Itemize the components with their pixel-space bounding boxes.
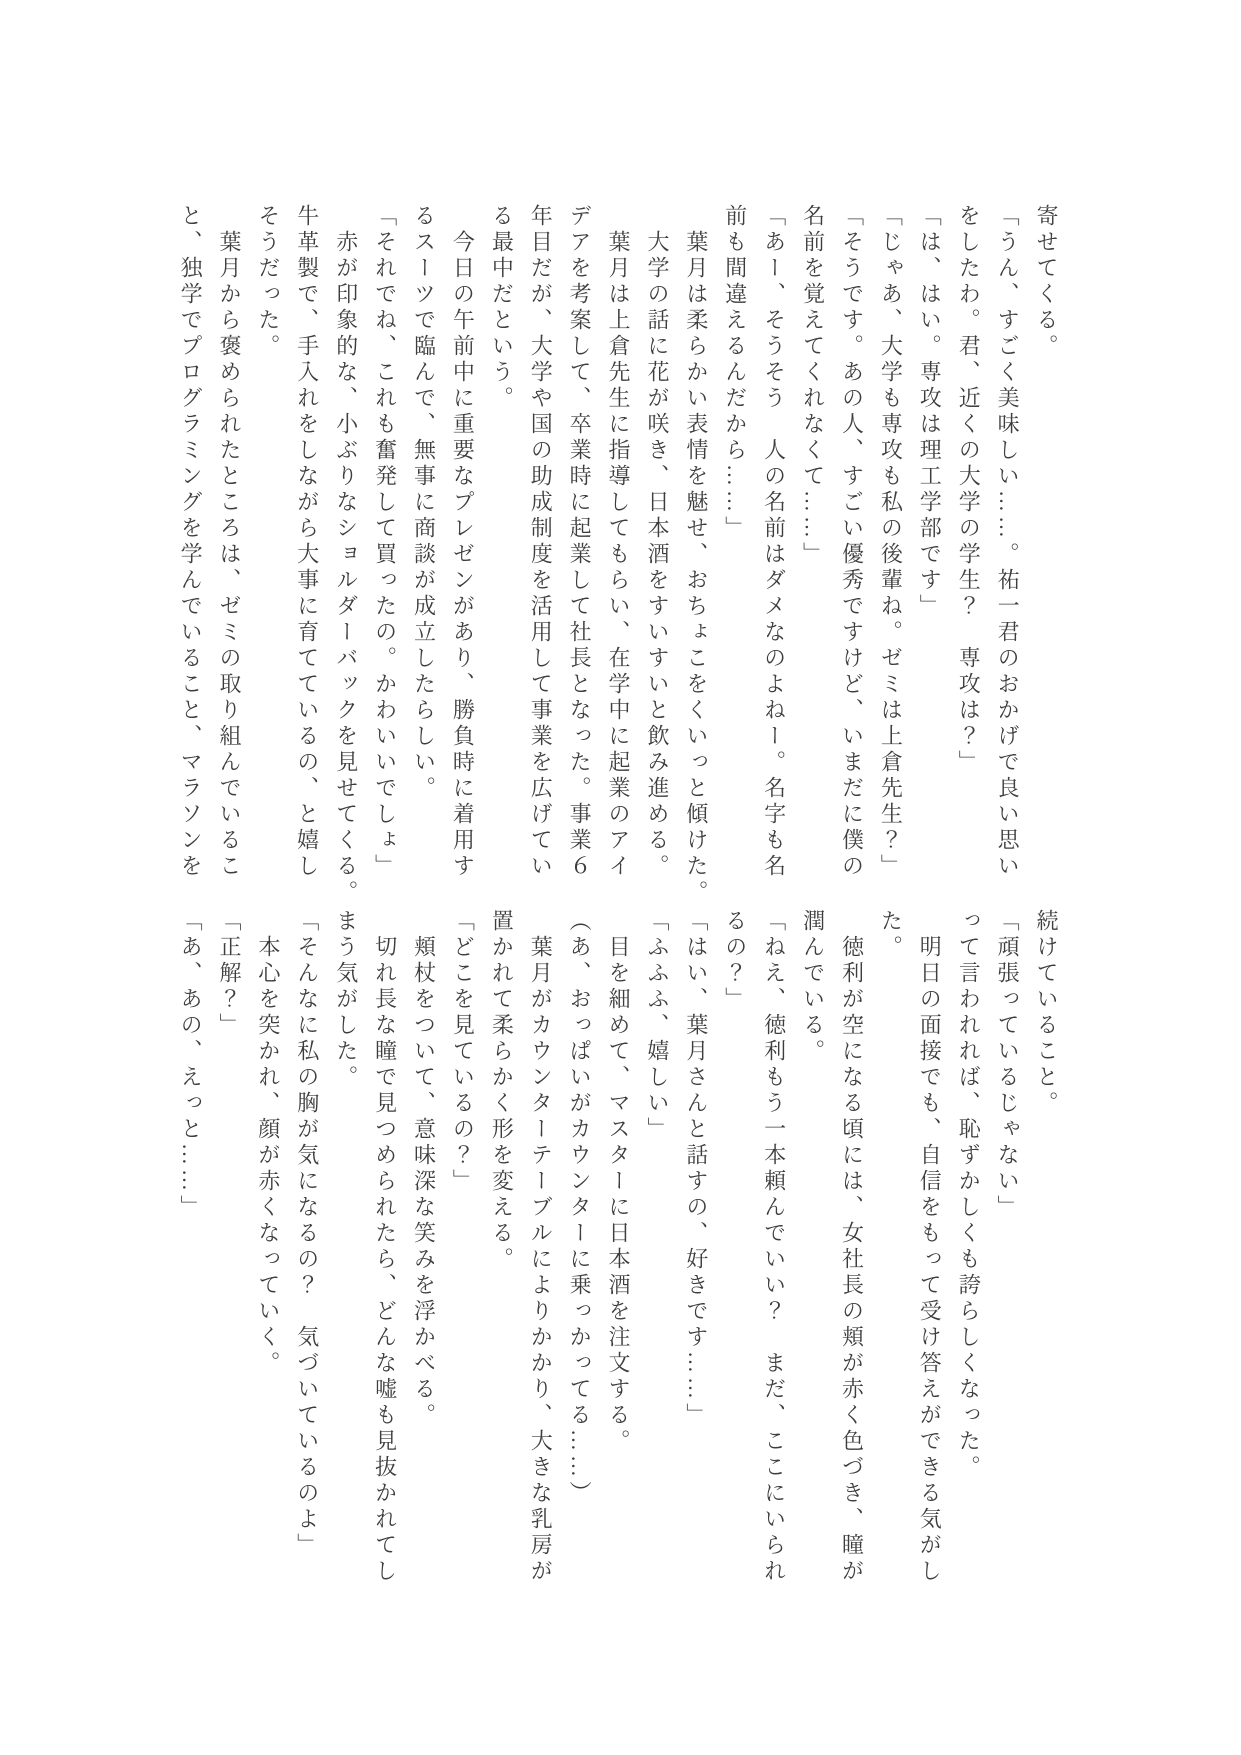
- text-line: 「うん、すごく美味しい……。祐一君のおかげで良い思い: [995, 204, 1021, 880]
- text-line: 名前を覚えてくれなくて……」: [800, 204, 826, 568]
- text-line: デアを考案して、卒業時に起業して社長となった。事業６: [567, 204, 593, 880]
- text-line: 続けていること。: [1034, 909, 1059, 1117]
- text-line: た。: [878, 909, 904, 961]
- text-line: 大学の話に花が咲き、日本酒をすいすいと飲み進める。: [644, 204, 670, 880]
- text-line: 「じゃあ、大学も専攻も私の後輩ね。ゼミは上倉先生？」: [878, 204, 904, 880]
- text-line: 明日の面接でも、自信をもって受け答えができる気がし: [917, 909, 943, 1585]
- text-line: 葉月から褒められたところは、ゼミの取り組んでいるこ: [216, 204, 242, 880]
- text-line: 「ねえ、徳利もう一本頼んでいい？ まだ、ここにいられ: [761, 909, 787, 1585]
- text-line: まう気がした。: [333, 909, 359, 1091]
- text-line: をしたわ。君、近くの大学の学生？ 専攻は？」: [956, 204, 982, 776]
- text-line: るの？」: [722, 909, 748, 1013]
- text-line: 年目だが、大学や国の助成制度を活用して事業を広げてい: [528, 204, 554, 880]
- text-line: 「ふふふ、嬉しい」: [644, 909, 670, 1143]
- text-line: 「そんなに私の胸が気になるの？ 気づいているのよ」: [294, 909, 320, 1559]
- text-line: 前も間違えるんだから……」: [722, 204, 748, 542]
- text-line: 「そうです。あの人、すごい優秀ですけど、いまだに僕の: [839, 204, 865, 880]
- text-line: 置かれて柔らかく形を変える。: [489, 909, 515, 1273]
- text-line: 頬杖をついて、意味深な笑みを浮かべる。: [411, 909, 437, 1429]
- text-line: 潤んでいる。: [800, 909, 826, 1065]
- text-line: 牛革製で、手入れをしながら大事に育てているの、と嬉し: [294, 204, 320, 880]
- text-line: と、独学でプログラミングを学んでいること、マラソンを: [178, 204, 204, 880]
- text-line: って言われれば、恥ずかしくも誇らしくなった。: [956, 909, 982, 1481]
- text-line: 「正解？」: [216, 909, 242, 1039]
- text-line: 赤が印象的な、小ぶりなショルダーバックを見せてくる。: [333, 204, 359, 906]
- text-line: そうだった。: [255, 204, 281, 360]
- text-line: 「あ、あの、えっと……」: [178, 909, 204, 1221]
- text-line: 「頑張っているじゃない」: [995, 909, 1021, 1221]
- text-line: 「それでね、これも奮発して買ったの。かわいいでしょ」: [372, 204, 398, 880]
- text-line: 「あー、そうそう 人の名前はダメなのよねー。名字も名: [761, 204, 787, 880]
- text-line: 寄せてくる。: [1034, 204, 1059, 360]
- text-line: 「どこを見ているの？」: [450, 909, 476, 1195]
- text-line: 葉月は柔らかい表情を魅せ、おちょこをくいっと傾けた。: [683, 204, 709, 906]
- text-line: 目を細めて、マスターに日本酒を注文する。: [606, 909, 632, 1455]
- text-line: 葉月がカウンターテーブルによりかかり、大きな乳房が: [528, 909, 554, 1585]
- text-line: る最中だという。: [489, 204, 515, 412]
- text-line: るスーツで臨んで、無事に商談が成立したらしい。: [411, 204, 437, 802]
- text-line: 葉月は上倉先生に指導してもらい、在学中に起業のアイ: [606, 204, 632, 880]
- text-line: 「はい、葉月さんと話すの、好きです……」: [683, 909, 709, 1429]
- text-line: 徳利が空になる頃には、女社長の頬が赤く色づき、瞳が: [839, 909, 865, 1585]
- text-line: 切れ長な瞳で見つめられたら、どんな嘘も見抜かれてし: [372, 909, 398, 1585]
- text-line: （あ、おっぱいがカウンターに乗っかってる……）: [567, 909, 593, 1507]
- text-line: 「は、はい。専攻は理工学部です」: [917, 204, 943, 620]
- text-block-top: [170, 204, 1065, 906]
- text-line: 今日の午前中に重要なプレゼンがあり、勝負時に着用す: [450, 204, 476, 880]
- text-line: 本心を突かれ、顔が赤くなっていく。: [255, 909, 281, 1377]
- text-block-bottom: [170, 909, 1065, 1585]
